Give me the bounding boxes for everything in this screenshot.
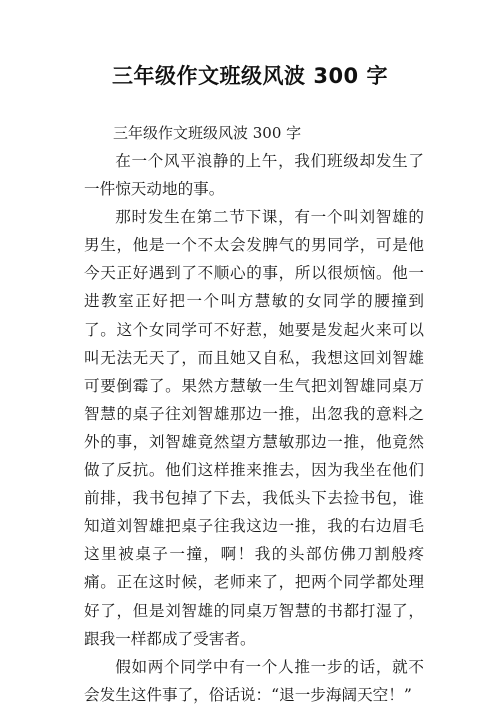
paragraph-1: 在一个风平浪静的上午，我们班级却发生了一件惊天动地的事。 — [84, 152, 424, 199]
paragraph-3: 假如两个同学中有一个人推一步的话，就不会发生这件事了，俗话说：“退一步海阔天空！” — [84, 657, 424, 704]
document-body — [84, 147, 424, 709]
document-subtitle: 三年级作文班级风波 300 字 — [113, 124, 302, 142]
paragraph-2: 那时发生在第二节下课，有一个叫刘智雄的男生，他是一个不太会发脾气的男同学，可是他今天正好遇到了不顺心的事，所以很烦恼。他一进教室正好把一个叫方慧敏的女同学的腰撞到了。这个女同学可不好惹，她要是发起火来可以叫无法无天了，而且她又自私，我想这回刘智雄可要倒霉了。果然方慧敏一生气把刘智雄同桌万智慧的桌子往刘智雄那边一推，出忽我的意料之外的事，刘智雄竟然望方慧敏那边一推，他竟然做了反抗。他们这样推来推去，因为我坐在他们前排，我书包掉了下去，我低头下去捡书包，谁知道刘智雄把桌子往我这边一推，我的右边眉毛这里被桌子一撞，啊！我的头部仿佛刀割般疼痛。正在这时候，老师来了，把两个同学都处理好了，但是刘智雄的同桌万智慧的书都打湿了，跟我一样都成了受害者。 — [84, 208, 424, 648]
document-title: 三年级作文班级风波 300 字 — [112, 64, 388, 88]
